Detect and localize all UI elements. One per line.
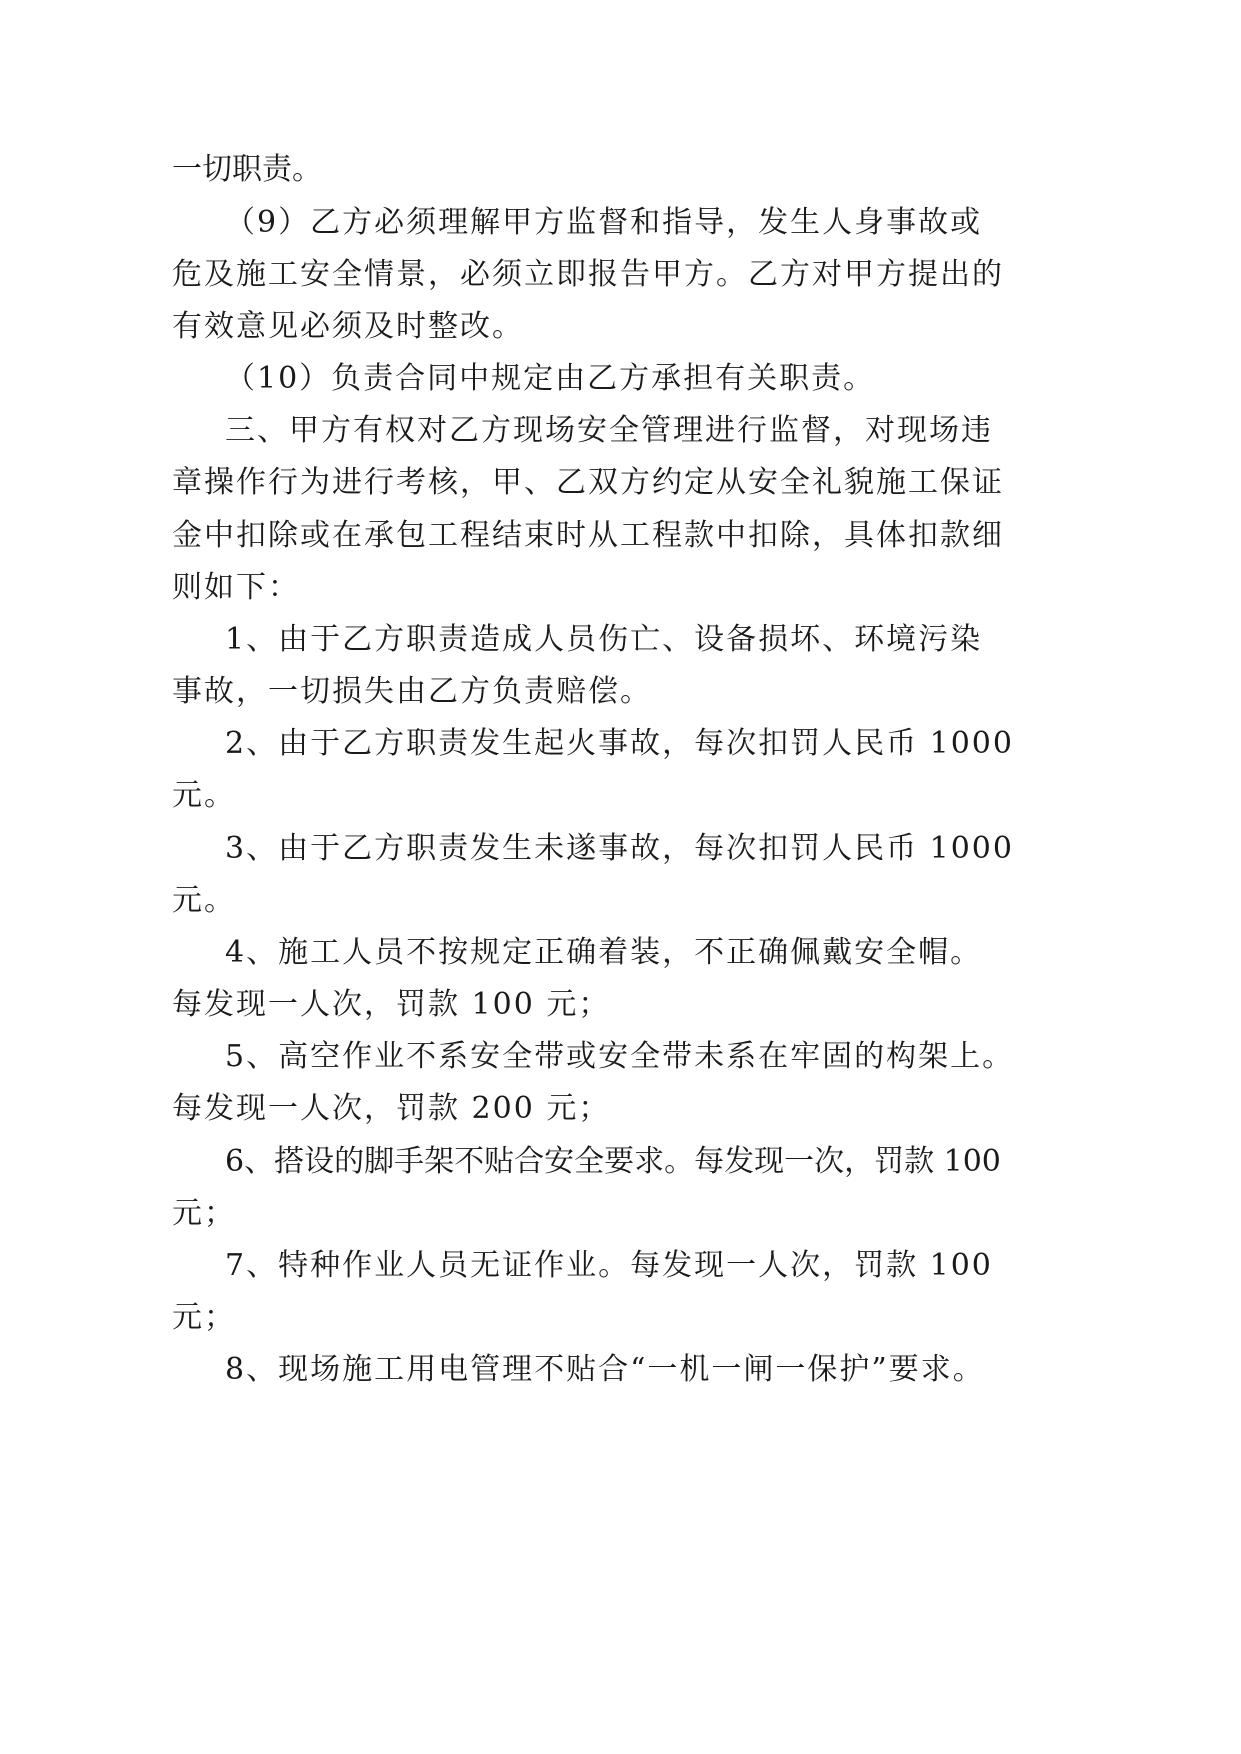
text-line xyxy=(0,1298,1241,1338)
text-line xyxy=(0,1194,1241,1234)
line-text: 一切职责。 xyxy=(172,152,322,187)
text-line xyxy=(0,255,1241,295)
line-text: 6、搭设的脚手架不贴合安全要求。每发现一次，罚款 100 xyxy=(225,1144,1001,1179)
line-text: 3、由于乙方职责发生未遂事故，每次扣罚人民币 1000 xyxy=(225,831,1014,866)
text-line xyxy=(0,1142,1241,1182)
text-line xyxy=(0,1089,1241,1129)
text-line xyxy=(0,463,1241,503)
text-line xyxy=(0,150,1241,190)
line-text: 1、由于乙方职责造成人员伤亡、设备损坏、环境污染 xyxy=(225,622,983,657)
line-text: 危及施工安全情景，必须立即报告甲方。乙方对甲方提出的 xyxy=(172,257,1004,292)
line-text: 每发现一人次，罚款 200 元； xyxy=(172,1091,611,1126)
line-text: 元。 xyxy=(172,883,236,918)
line-text: 章操作行为进行考核，甲、乙双方约定从安全礼貌施工保证 xyxy=(172,465,1004,500)
text-line xyxy=(0,776,1241,816)
text-line xyxy=(0,568,1241,608)
text-line xyxy=(0,724,1241,764)
line-text: 2、由于乙方职责发生起火事故，每次扣罚人民币 1000 xyxy=(225,726,1014,761)
line-text: 每发现一人次，罚款 100 元； xyxy=(172,987,611,1022)
line-text: （10）负责合同中规定由乙方承担有关职责。 xyxy=(225,361,876,396)
line-text: 事故，一切损失由乙方负责赔偿。 xyxy=(172,674,652,709)
text-line xyxy=(0,620,1241,660)
line-text: 5、高空作业不系安全带或安全带未系在牢固的构架上。 xyxy=(225,1039,1015,1074)
text-line xyxy=(0,516,1241,556)
line-text: 8、现场施工用电管理不贴合“一机一闸一保护”要求。 xyxy=(225,1352,985,1387)
text-line xyxy=(0,1037,1241,1077)
text-line xyxy=(0,307,1241,347)
line-text: 则如下： xyxy=(172,570,300,605)
text-line xyxy=(0,829,1241,869)
line-text: 有效意见必须及时整改。 xyxy=(172,309,524,344)
line-text: （9）乙方必须理解甲方监督和指导，发生人身事故或 xyxy=(225,205,983,240)
line-text: 金中扣除或在承包工程结束时从工程款中扣除，具体扣款细 xyxy=(172,518,1004,553)
text-line xyxy=(0,203,1241,243)
line-text: 元。 xyxy=(172,778,236,813)
text-line xyxy=(0,359,1241,399)
text-line xyxy=(0,985,1241,1025)
line-text: 元； xyxy=(172,1196,236,1231)
line-text: 7、特种作业人员无证作业。每发现一人次，罚款 100 xyxy=(225,1248,993,1283)
text-line xyxy=(0,411,1241,451)
text-line xyxy=(0,1350,1241,1390)
line-text: 三、甲方有权对乙方现场安全管理进行监督，对现场违 xyxy=(225,413,993,448)
text-line xyxy=(0,881,1241,921)
text-line xyxy=(0,933,1241,973)
line-text: 4、施工人员不按规定正确着装，不正确佩戴安全帽。 xyxy=(225,935,983,970)
text-line xyxy=(0,1246,1241,1286)
text-line xyxy=(0,672,1241,712)
line-text: 元； xyxy=(172,1300,236,1335)
